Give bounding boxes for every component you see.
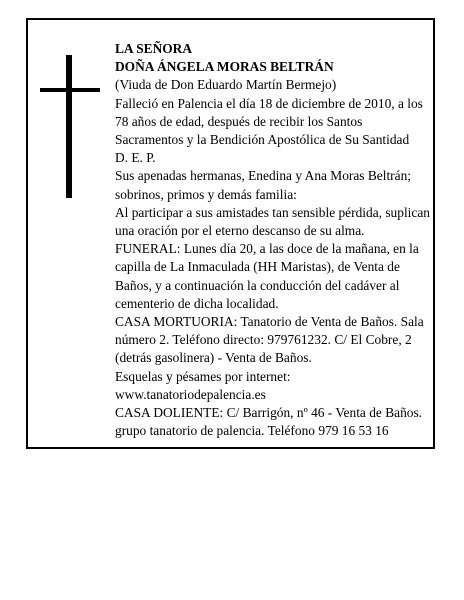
deceased-name: DOÑA ÁNGELA MORAS BELTRÁN	[115, 59, 334, 75]
internet-url: www.tanatoriodepalencia.es	[115, 386, 266, 402]
funeral-paragraph: FUNERAL: Lunes día 20, a las doce de la mañana, en la capilla de La Inmaculada (HH Maristas), de Venta de Baños, y a continuación la conducción del cadáver al cementerio de dicha localidad.	[115, 241, 419, 311]
family-paragraph: Sus apenadas hermanas, Enedina y Ana Moras Beltrán; sobrinos, primos y demás familia:	[115, 168, 411, 202]
cross-vertical-bar	[66, 55, 72, 198]
cross-horizontal-bar	[40, 88, 100, 92]
obituary-text	[115, 40, 431, 440]
mortuary-paragraph: CASA MORTUORIA: Tanatorio de Venta de Baños. Sala número 2. Teléfono directo: 979761232. C/ El Cobre, 2 (detrás gasolinera) - Venta de Baños.	[115, 314, 424, 366]
obituary-frame	[26, 18, 435, 449]
footer-line: grupo tanatorio de palencia. Teléfono 979 16 53 16	[115, 423, 389, 439]
cross-icon	[40, 55, 100, 198]
rip-line: D. E. P.	[115, 150, 156, 166]
widow-note: (Viuda de Don Eduardo Martín Bermejo)	[115, 77, 337, 93]
deceased-title: LA SEÑORA	[115, 41, 193, 56]
home-paragraph: CASA DOLIENTE: C/ Barrigón, nº 46 - Venta de Baños.	[115, 405, 423, 421]
prayer-paragraph: Al participar a sus amistades tan sensible pérdida, suplican una oración por el eterno descanso de su alma.	[115, 204, 430, 239]
internet-label: Esquelas y pésames por internet:	[115, 368, 291, 384]
death-paragraph: Falleció en Palencia el día 18 de diciembre de 2010, a los 78 años de edad, después de recibir los Santos Sacramentos y la Bendición Apostólica de Su Santidad	[115, 95, 423, 148]
